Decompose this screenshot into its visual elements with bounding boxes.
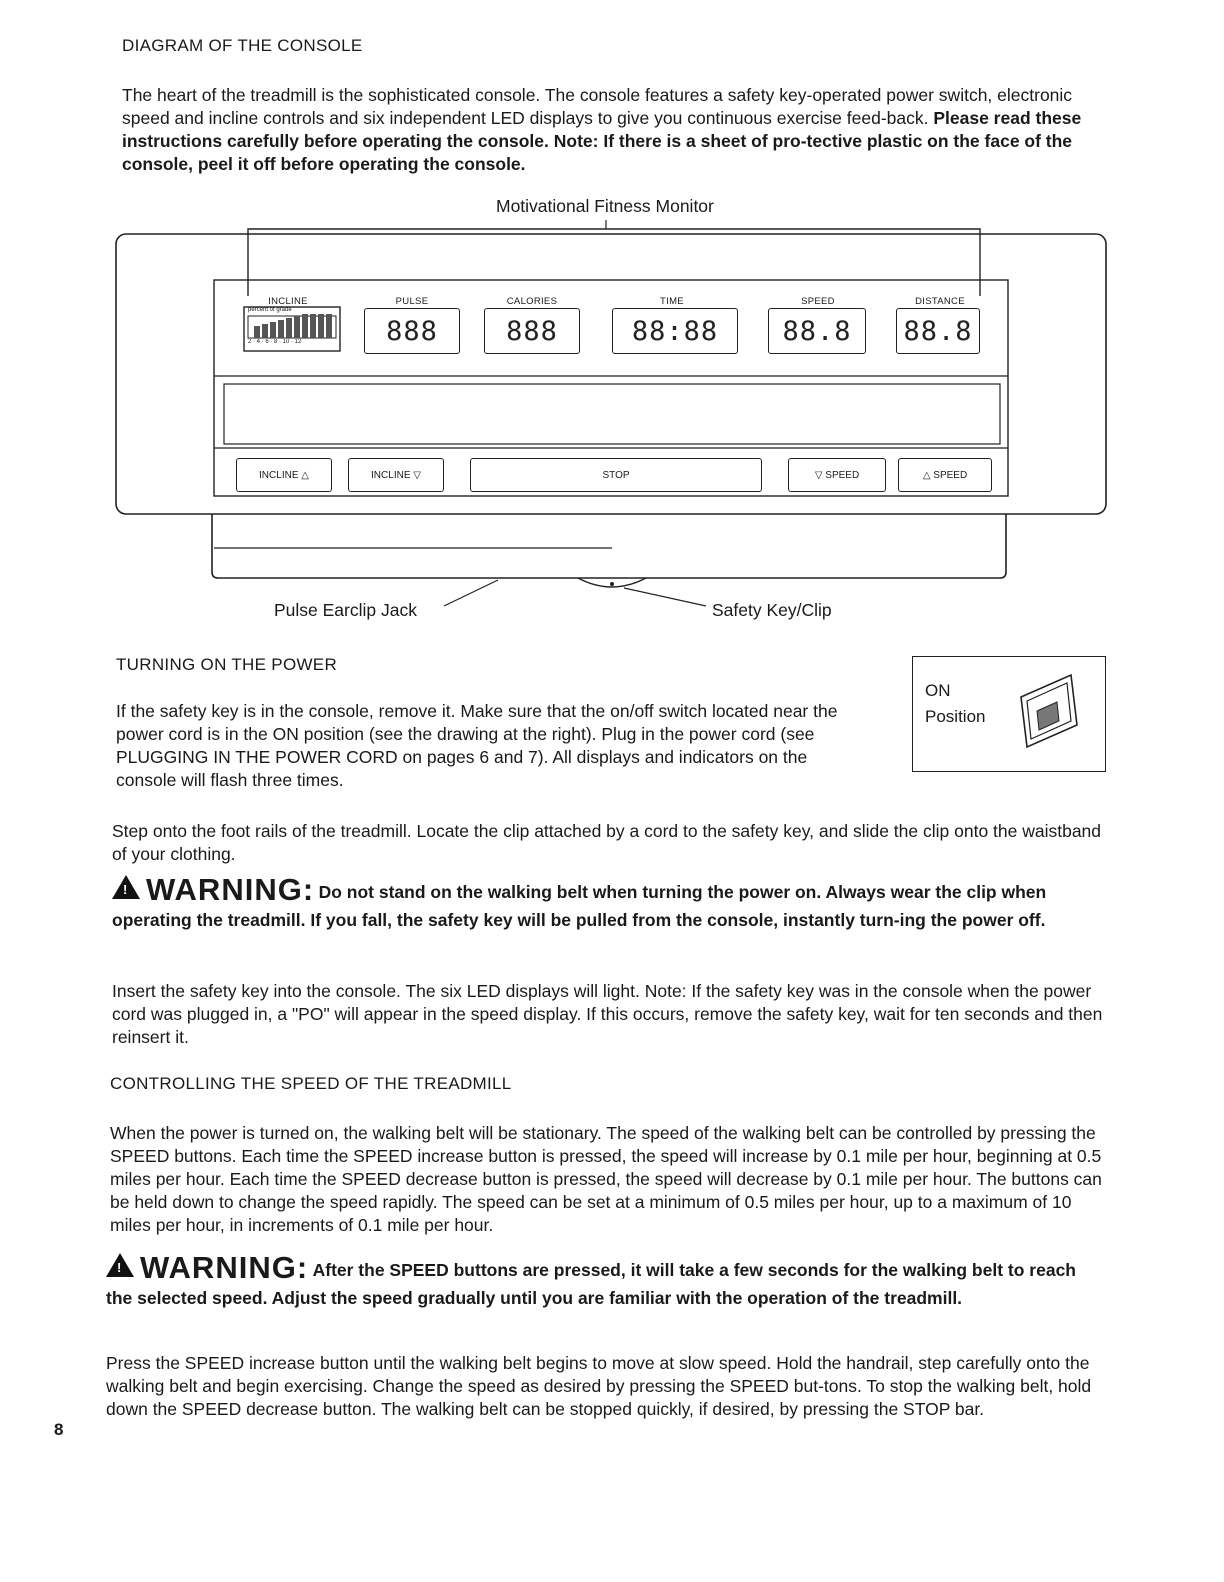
intro-text: The heart of the treadmill is the sophisticated console. The console features a safety key-operated power switch, electronic speed and incline controls and six independent LED displays to give you continuous exercise feed-back. — [122, 85, 1073, 128]
power-warning — [112, 872, 1104, 932]
power-paragraph-3: Insert the safety key into the console. The six LED displays will light. Note: If the safety key was in the console when the power cord was plugged in, a "PO" will appear in the speed display. If this occurs, remove the safety key, wait for ten seconds and then reinsert it. — [112, 981, 1103, 1047]
power-warning-text: Do not stand on the walking belt when turning the power on. Always wear the clip when operating the treadmill. If you fall, the safety key will be pulled from the console, instantly turn-ing the power off. — [112, 882, 1047, 930]
power-heading: TURNING ON THE POWER — [116, 655, 338, 674]
speed-display: 88.8 — [768, 308, 866, 354]
power-paragraph-1: If the safety key is in the console, remove it. Make sure that the on/off switch located near the power cord is in the ON position (see the drawing at the right). Plug in the power cord (see PLUGGING IN THE POWER CORD on pages 6 and 7). All displays and indicators on the console will flash three times. — [116, 701, 838, 790]
speed-warning-text: After the SPEED buttons are pressed, it will take a few seconds for the walking belt to reach the selected speed. Adjust the speed gradually until you are familiar with the operation of the treadmill. — [106, 1260, 1076, 1308]
pulse-display: 888 — [364, 308, 460, 354]
monitor-label: Motivational Fitness Monitor — [496, 196, 714, 216]
calories-display: 888 — [484, 308, 580, 354]
on-position-box — [912, 656, 1106, 772]
speed-up-button[interactable]: △ SPEED — [898, 458, 992, 492]
speed-paragraph-2: Press the SPEED increase button until the walking belt begins to move at slow speed. Hold the handrail, step carefully onto the walking belt and begin exercising. Change the speed as desired by pressing the SPEED but-tons. To stop the walking belt, hold down the SPEED decrease button. The walking belt can be stopped quickly, if desired, by pressing the STOP bar. — [106, 1353, 1092, 1419]
speed-warning-word: WARNING: — [140, 1250, 309, 1285]
warning-triangle-icon — [112, 875, 140, 899]
distance-display: 88.8 — [896, 308, 980, 354]
time-display: 88:88 — [612, 308, 738, 354]
speed-warning — [106, 1250, 1102, 1310]
power-paragraph-2: Step onto the foot rails of the treadmill. Locate the clip attached by a cord to the safety key, and slide the clip onto the waistband of your clothing. — [112, 821, 1102, 864]
incline-label: INCLINE — [268, 296, 308, 307]
diagram-heading: DIAGRAM OF THE CONSOLE — [122, 36, 363, 55]
position-label: Position — [925, 707, 986, 726]
intro-bold-text: Please read these instructions carefully before operating the console. Note: If there is a sheet of pro-tective plastic on the face of the console, peel it off before operating the console. — [122, 108, 1082, 174]
on-label: ON — [925, 681, 951, 700]
distance-label: DISTANCE — [915, 296, 965, 307]
incline-up-button[interactable]: INCLINE △ — [236, 458, 332, 492]
incline-scale-bottom: 2 · 4 · 6 · 8 · 10 · 12 — [248, 339, 302, 345]
speed-label: SPEED — [801, 296, 835, 307]
stop-bar[interactable]: STOP — [470, 458, 762, 492]
warning-triangle-icon — [106, 1253, 134, 1277]
speed-heading: CONTROLLING THE SPEED OF THE TREADMILL — [110, 1074, 512, 1093]
incline-scale-top: percent of grade — [248, 307, 292, 313]
incline-down-button[interactable]: INCLINE ▽ — [348, 458, 444, 492]
page-number: 8 — [54, 1420, 64, 1439]
safety-key-label: Safety Key/Clip — [712, 600, 832, 620]
pulse-jack-label: Pulse Earclip Jack — [274, 600, 417, 620]
speed-paragraph-1: When the power is turned on, the walking belt will be stationary. The speed of the walking belt can be controlled by pressing the SPEED buttons. Each time the SPEED increase button is pressed, the speed will increase by 0.1 mile per hour, beginning at 0.5 miles per hour. Each time the SPEED decrease button is pressed, the speed will decrease by 0.1 mile per hour. The buttons can be held down to change the speed rapidly. The speed can be set at a minimum of 0.5 miles per hour, up to a maximum of 10 miles per hour, in increments of 0.1 mile per hour. — [110, 1123, 1102, 1235]
calories-label: CALORIES — [506, 296, 558, 307]
speed-down-button[interactable]: ▽ SPEED — [788, 458, 886, 492]
time-label: TIME — [660, 296, 684, 307]
power-switch-icon — [1013, 671, 1085, 751]
pulse-label: PULSE — [395, 296, 429, 307]
power-warning-word: WARNING: — [146, 872, 315, 907]
